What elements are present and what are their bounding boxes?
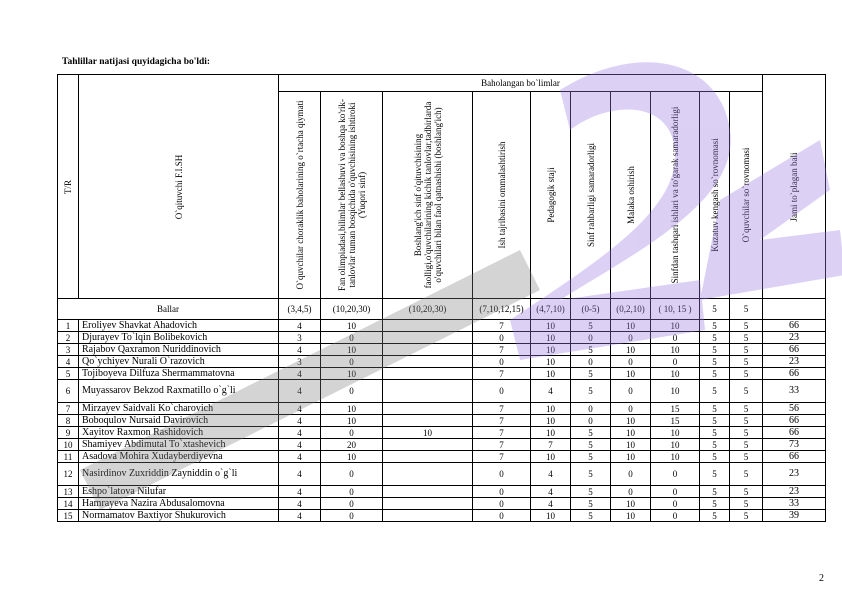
ballar-cell: (0-5) [571, 299, 611, 320]
score-cell: 0 [321, 463, 383, 486]
row-number: 13 [58, 486, 79, 498]
score-cell: 10 [321, 344, 383, 356]
teacher-name: Eroliyev Shavkat Ahadovich [79, 320, 279, 332]
score-cell: 5 [571, 463, 611, 486]
score-cell: 5 [730, 451, 763, 463]
ballar-total-empty [763, 299, 826, 320]
score-cell: 5 [700, 486, 730, 498]
score-cell: 10 [611, 451, 651, 463]
score-cell: 5 [571, 439, 611, 451]
score-cell: 10 [531, 403, 571, 415]
score-cell: 5 [730, 332, 763, 344]
teacher-name: Boboqulov Nursaid Davirovich [79, 415, 279, 427]
score-cell: 15 [651, 403, 700, 415]
score-cell: 4 [531, 380, 571, 403]
table-row [58, 320, 826, 332]
score-cell: 10 [321, 368, 383, 380]
score-cell: 5 [730, 427, 763, 439]
score-cell: 10 [651, 320, 700, 332]
score-cell: 4 [279, 380, 321, 403]
teacher-name: Rajabov Qaxramon Nuriddinovich [79, 344, 279, 356]
ballar-label: Ballar [58, 299, 279, 320]
results-table [57, 74, 826, 522]
column-header-9: Kuzatuv kengash so`rovnomasi [700, 92, 730, 299]
score-cell: 7 [473, 320, 531, 332]
score-cell: 5 [730, 320, 763, 332]
score-cell: 0 [473, 486, 531, 498]
score-cell: 7 [473, 451, 531, 463]
score-cell: 0 [651, 463, 700, 486]
score-cell: 5 [571, 320, 611, 332]
score-cell [383, 368, 473, 380]
score-cell [383, 486, 473, 498]
score-cell: 4 [279, 451, 321, 463]
score-cell: 4 [279, 486, 321, 498]
score-cell: 5 [571, 427, 611, 439]
score-cell: 0 [611, 403, 651, 415]
total-score: 66 [763, 415, 826, 427]
score-cell [383, 320, 473, 332]
column-header-10: O`quvchilar so`rovnomasi [730, 92, 763, 299]
score-cell: 5 [700, 332, 730, 344]
total-score: 73 [763, 439, 826, 451]
score-cell: 5 [700, 451, 730, 463]
table-row [58, 498, 826, 510]
score-cell: 5 [730, 344, 763, 356]
score-cell [383, 439, 473, 451]
teacher-name: Qo`ychiyev Nurali O`razovich [79, 356, 279, 368]
score-cell: 10 [321, 451, 383, 463]
score-cell: 0 [473, 380, 531, 403]
score-cell: 0 [473, 356, 531, 368]
table-row [58, 451, 826, 463]
row-number: 15 [58, 510, 79, 522]
score-cell: 4 [279, 403, 321, 415]
column-header-3: Boshlang'ich sinf o'qituvchisining faolligi,o'quvchilarining kichik tanlovlar,tadbirlarda o'quvchilari bilan faol qatnashishi (boshlang'ich) [383, 92, 473, 299]
score-cell: 5 [700, 510, 730, 522]
row-number: 6 [58, 380, 79, 403]
row-number: 11 [58, 451, 79, 463]
score-cell: 10 [611, 344, 651, 356]
row-number: 7 [58, 403, 79, 415]
ballar-cell: (3,4,5) [279, 299, 321, 320]
score-cell [383, 344, 473, 356]
score-cell: 0 [473, 498, 531, 510]
score-cell: 10 [651, 380, 700, 403]
score-cell: 5 [730, 439, 763, 451]
score-cell: 4 [531, 463, 571, 486]
score-cell: 0 [651, 486, 700, 498]
row-number: 4 [58, 356, 79, 368]
ballar-cell: 5 [730, 299, 763, 320]
score-cell: 0 [571, 332, 611, 344]
row-number: 9 [58, 427, 79, 439]
column-header-7: Malaka oshirish [611, 92, 651, 299]
score-cell: 3 [279, 356, 321, 368]
score-cell: 10 [531, 451, 571, 463]
score-cell: 5 [730, 510, 763, 522]
score-cell: 5 [571, 498, 611, 510]
column-header-5: Pedagogik staji [531, 92, 571, 299]
score-cell: 5 [700, 344, 730, 356]
score-cell: 0 [321, 356, 383, 368]
total-score: 39 [763, 510, 826, 522]
score-cell: 5 [730, 463, 763, 486]
score-cell: 5 [730, 368, 763, 380]
teacher-name: Normamatov Baxtiyor Shukurovich [79, 510, 279, 522]
score-cell: 5 [700, 368, 730, 380]
table-row [58, 356, 826, 368]
score-cell: 5 [730, 415, 763, 427]
total-score: 66 [763, 344, 826, 356]
score-cell: 10 [651, 427, 700, 439]
column-header-4: Ish tajribasini ommalashtirish [473, 92, 531, 299]
score-cell: 4 [279, 463, 321, 486]
score-cell: 10 [531, 415, 571, 427]
score-cell: 10 [611, 320, 651, 332]
score-cell: 5 [730, 380, 763, 403]
score-cell: 0 [611, 380, 651, 403]
score-cell: 0 [571, 403, 611, 415]
total-score: 66 [763, 368, 826, 380]
score-cell: 10 [651, 368, 700, 380]
score-cell: 10 [651, 451, 700, 463]
score-cell: 0 [473, 463, 531, 486]
score-cell: 5 [700, 463, 730, 486]
score-cell: 4 [279, 344, 321, 356]
score-cell: 4 [279, 415, 321, 427]
score-cell: 7 [473, 403, 531, 415]
table-row [58, 344, 826, 356]
score-cell: 5 [700, 403, 730, 415]
total-score: 66 [763, 451, 826, 463]
ballar-cell: (10,20,30) [383, 299, 473, 320]
score-cell: 0 [651, 510, 700, 522]
score-cell: 0 [611, 486, 651, 498]
score-cell: 10 [651, 439, 700, 451]
score-cell: 10 [651, 344, 700, 356]
table-row [58, 332, 826, 344]
column-header-1: O`quvchilar choraklik baholarining o`rtacha qiymati [279, 92, 321, 299]
table-row [58, 463, 826, 486]
score-cell: 0 [571, 356, 611, 368]
score-cell: 4 [279, 368, 321, 380]
table-row [58, 380, 826, 403]
score-cell: 10 [383, 427, 473, 439]
teacher-name: Mirzayev Saidvali Ko`charovich [79, 403, 279, 415]
score-cell: 7 [473, 415, 531, 427]
total-score: 23 [763, 356, 826, 368]
total-score: 23 [763, 486, 826, 498]
teacher-name: Muyassarov Bekzod Raxmatillo o`g`li [79, 380, 279, 403]
total-score: 66 [763, 427, 826, 439]
row-number: 12 [58, 463, 79, 486]
column-header-2: Fan olimpiadasi,bilimlar bellashuvi va boshqa ko'rik-tanlovlar tuman bosqichida o'quvchisining ishtiroki (Yuqori sinf) [321, 92, 383, 299]
teacher-name: Nasirdinov Zuxriddin Zayniddin o`g`li [79, 463, 279, 486]
score-cell [383, 463, 473, 486]
score-cell: 10 [531, 344, 571, 356]
table-row [58, 439, 826, 451]
score-cell: 5 [700, 320, 730, 332]
score-cell: 4 [279, 320, 321, 332]
score-cell [383, 380, 473, 403]
score-cell: 7 [531, 439, 571, 451]
score-cell [383, 451, 473, 463]
header-name: O`qituvchi F.I.SH [79, 75, 279, 299]
row-number: 2 [58, 332, 79, 344]
score-cell: 4 [531, 486, 571, 498]
score-cell: 5 [571, 510, 611, 522]
score-cell: 0 [321, 427, 383, 439]
ballar-cell: (0,2,10) [611, 299, 651, 320]
score-cell: 10 [531, 356, 571, 368]
score-cell: 4 [279, 439, 321, 451]
ballar-cell: (4,7,10) [531, 299, 571, 320]
teacher-name: Shamiyev Abdimutal To`xtashevich [79, 439, 279, 451]
score-cell: 10 [611, 415, 651, 427]
header-group: Baholangan bo`limlar [279, 75, 763, 92]
row-number: 14 [58, 498, 79, 510]
row-number: 1 [58, 320, 79, 332]
score-cell: 10 [321, 403, 383, 415]
score-cell: 10 [611, 510, 651, 522]
score-cell: 0 [321, 498, 383, 510]
score-cell: 0 [473, 332, 531, 344]
score-cell: 10 [611, 498, 651, 510]
score-cell: 5 [571, 380, 611, 403]
score-cell: 5 [730, 498, 763, 510]
ballar-cell: (10,20,30) [321, 299, 383, 320]
row-number: 5 [58, 368, 79, 380]
score-cell: 5 [700, 427, 730, 439]
score-cell: 20 [321, 439, 383, 451]
teacher-name: Tojiboyeva Dilfuza Shermammatovna [79, 368, 279, 380]
table-row [58, 368, 826, 380]
page-title: Tahlillar natijasi quyidagicha bo'ldi: [62, 57, 211, 67]
score-cell: 5 [730, 403, 763, 415]
ballar-cell: ( 10, 15 ) [651, 299, 700, 320]
header-total: Jami to`plagan bali [763, 75, 826, 299]
score-cell: 5 [571, 486, 611, 498]
page-number: 2 [819, 573, 824, 584]
table-row [58, 510, 826, 522]
teacher-name: Asadova Mohira Xudayberdiyevna [79, 451, 279, 463]
score-cell: 10 [321, 320, 383, 332]
score-cell: 0 [611, 356, 651, 368]
score-cell [383, 498, 473, 510]
ballar-cell: 5 [700, 299, 730, 320]
score-cell: 10 [531, 427, 571, 439]
total-score: 66 [763, 320, 826, 332]
score-cell: 10 [611, 368, 651, 380]
teacher-name: Eshpo`latova Nilufar [79, 486, 279, 498]
row-number: 3 [58, 344, 79, 356]
total-score: 33 [763, 498, 826, 510]
score-cell: 4 [279, 427, 321, 439]
score-cell: 7 [473, 427, 531, 439]
score-cell: 15 [651, 415, 700, 427]
score-cell: 7 [473, 344, 531, 356]
score-cell [383, 332, 473, 344]
score-cell: 5 [700, 439, 730, 451]
score-cell: 0 [473, 510, 531, 522]
teacher-name: Djurayev To`lqin Bolibekovich [79, 332, 279, 344]
table-row [58, 403, 826, 415]
score-cell [383, 403, 473, 415]
total-score: 33 [763, 380, 826, 403]
score-cell: 5 [700, 356, 730, 368]
score-cell: 7 [473, 368, 531, 380]
teacher-name: Xayitov Raxmon Rashidovich [79, 427, 279, 439]
score-cell: 10 [531, 510, 571, 522]
score-cell: 10 [611, 439, 651, 451]
table-row [58, 486, 826, 498]
score-cell: 0 [651, 356, 700, 368]
teacher-name: Hamrayeva Nazira Abdusalomovna [79, 498, 279, 510]
score-cell: 0 [611, 332, 651, 344]
score-cell: 5 [571, 368, 611, 380]
column-header-6: Sinf rahbarligi samaradorligi [571, 92, 611, 299]
score-cell: 3 [279, 332, 321, 344]
score-cell [383, 356, 473, 368]
score-cell: 10 [531, 320, 571, 332]
total-score: 23 [763, 332, 826, 344]
score-cell: 5 [730, 356, 763, 368]
total-score: 56 [763, 403, 826, 415]
score-cell: 10 [531, 332, 571, 344]
score-cell: 0 [321, 486, 383, 498]
score-cell: 5 [571, 344, 611, 356]
column-header-8: Sinfdan tashqari ishlari va to'garak samaradorligi [651, 92, 700, 299]
table-row [58, 427, 826, 439]
score-cell: 5 [571, 451, 611, 463]
total-score: 23 [763, 463, 826, 486]
score-cell: 5 [700, 380, 730, 403]
row-number: 10 [58, 439, 79, 451]
score-cell [383, 415, 473, 427]
score-cell: 0 [651, 332, 700, 344]
score-cell: 5 [730, 486, 763, 498]
score-cell [383, 510, 473, 522]
score-cell: 0 [571, 415, 611, 427]
row-number: 8 [58, 415, 79, 427]
score-cell: 4 [279, 510, 321, 522]
score-cell: 4 [531, 498, 571, 510]
score-cell: 10 [321, 415, 383, 427]
table-row [58, 415, 826, 427]
ballar-cell: (7,10,12,15) [473, 299, 531, 320]
score-cell: 0 [321, 332, 383, 344]
score-cell: 0 [651, 498, 700, 510]
header-tr: T/R [58, 75, 79, 299]
score-cell: 0 [321, 510, 383, 522]
score-cell: 5 [700, 415, 730, 427]
score-cell: 10 [611, 427, 651, 439]
score-cell: 10 [531, 368, 571, 380]
score-cell: 7 [473, 439, 531, 451]
score-cell: 0 [611, 463, 651, 486]
score-cell: 4 [279, 498, 321, 510]
score-cell: 0 [321, 380, 383, 403]
score-cell: 5 [700, 498, 730, 510]
